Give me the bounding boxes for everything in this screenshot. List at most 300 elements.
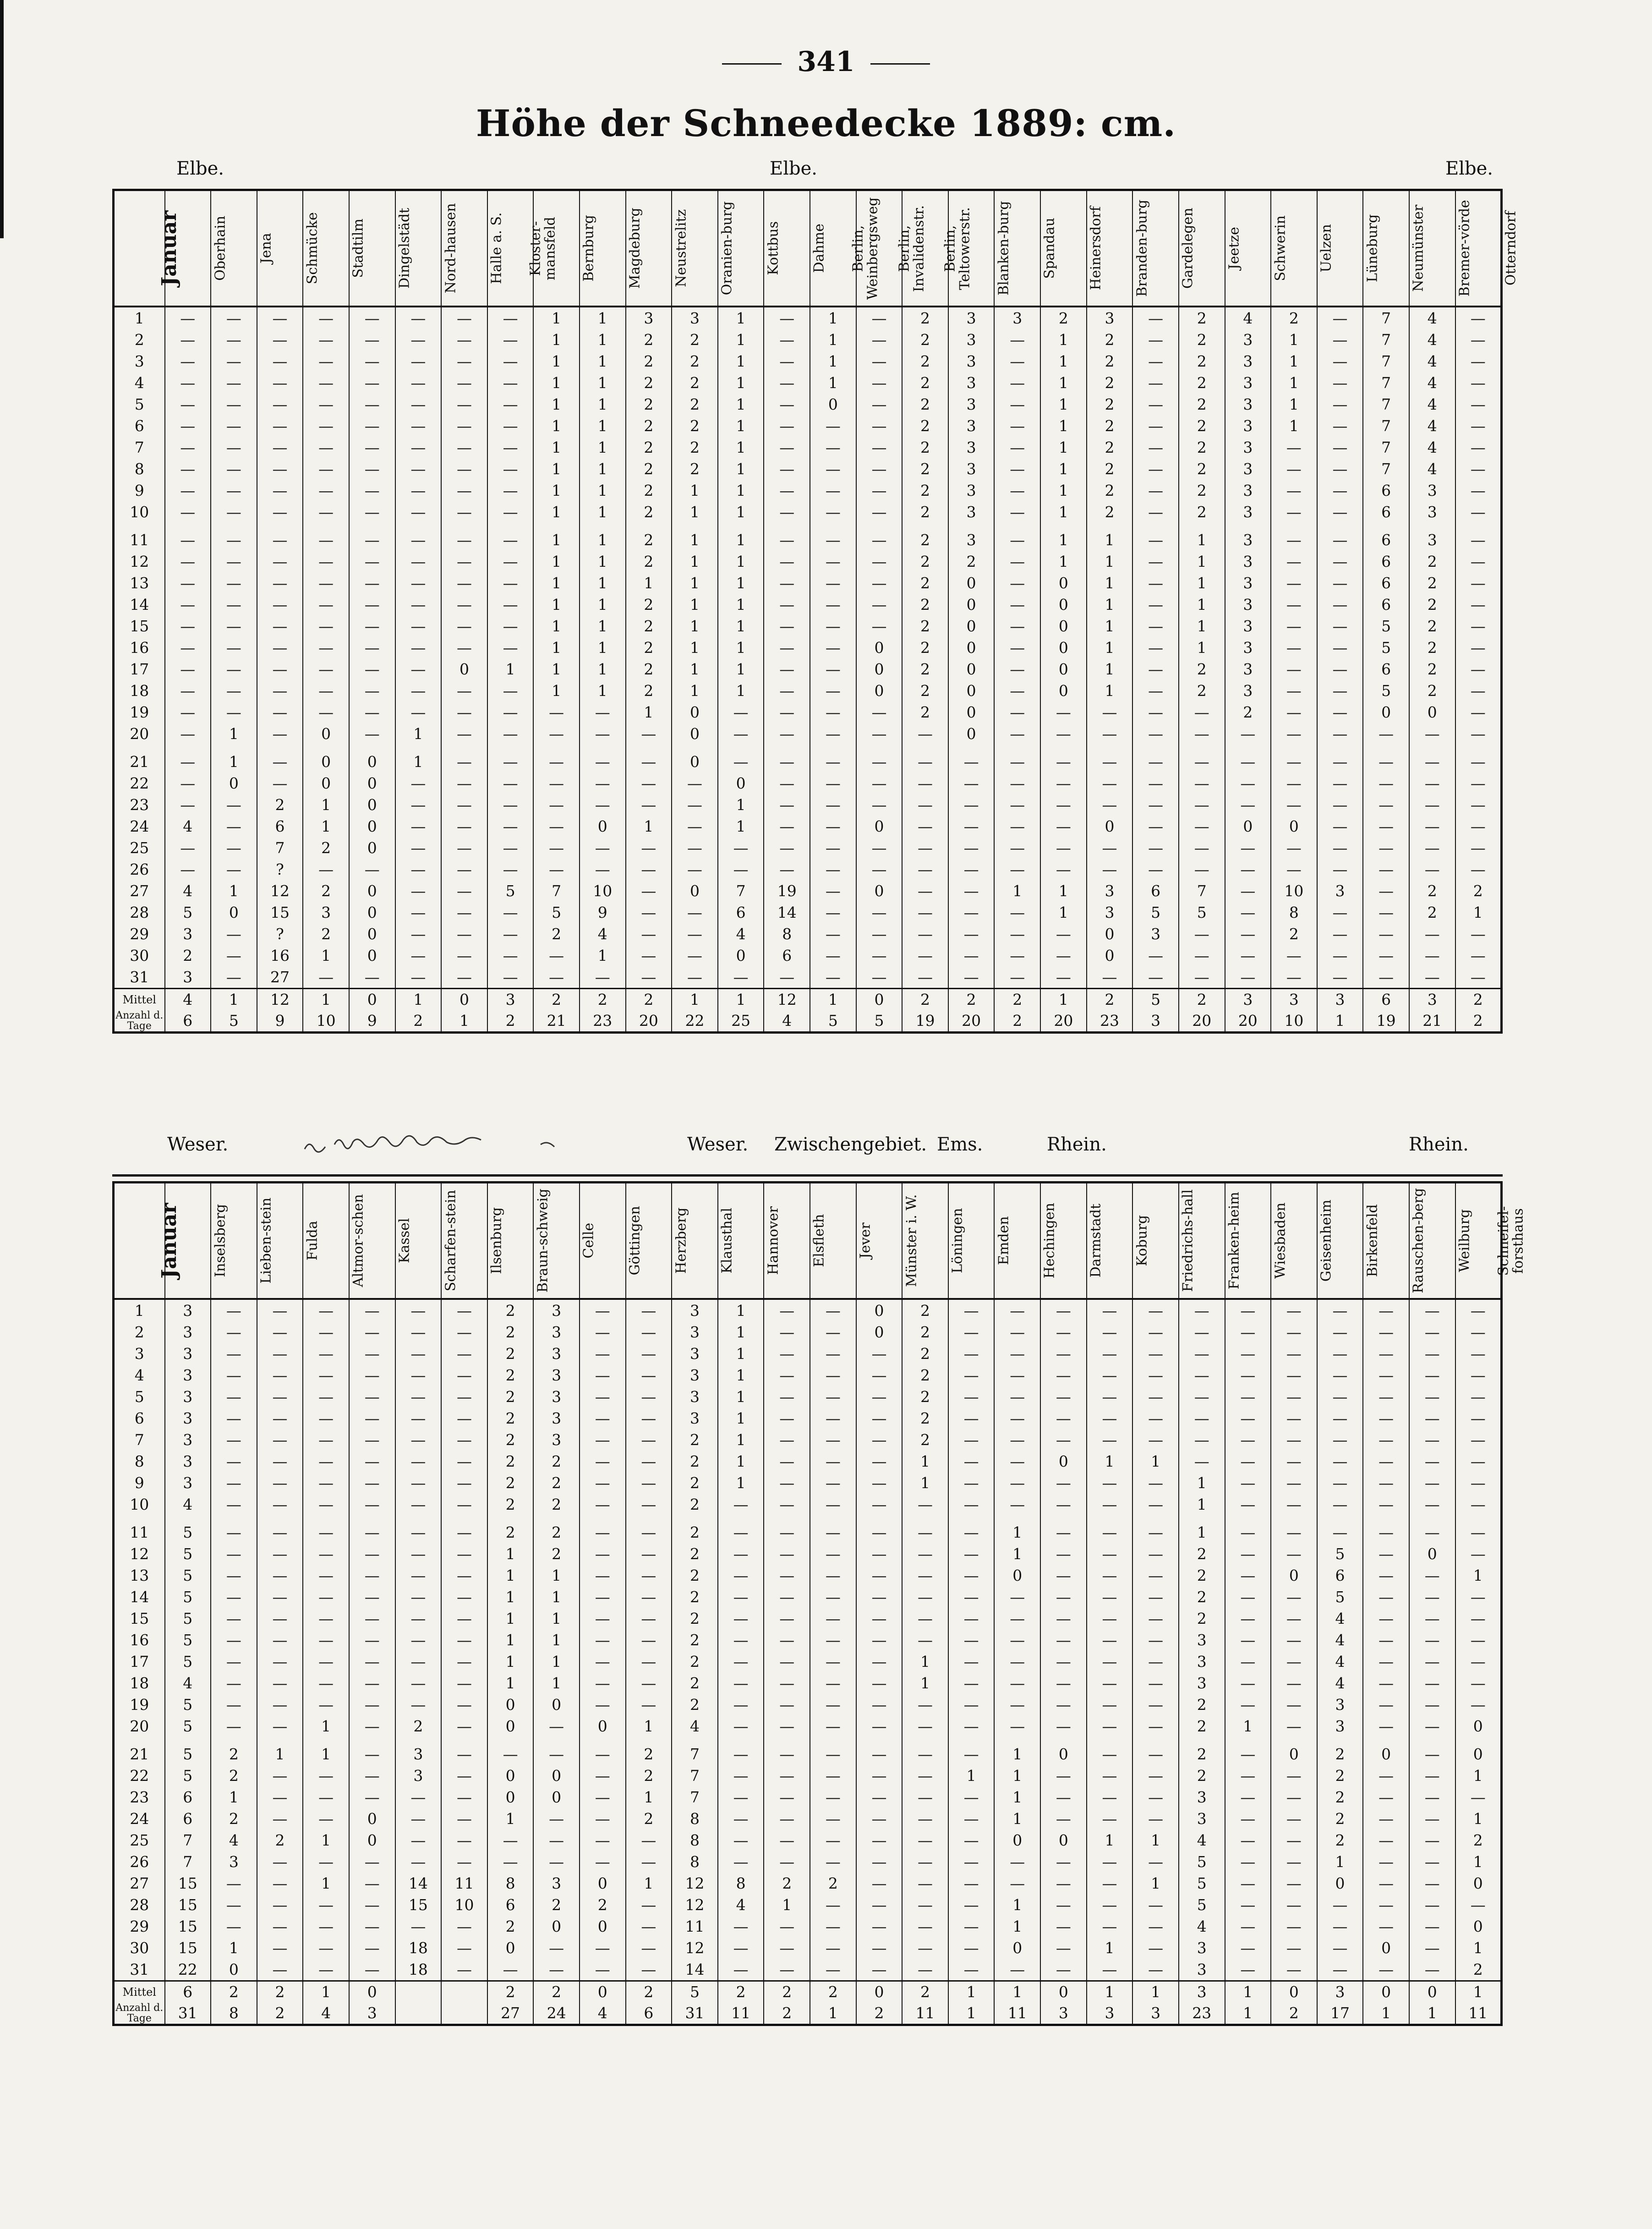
anzahl-cell: 5 (856, 1010, 903, 1033)
station-header: Oranien-burg (672, 190, 718, 307)
snow-depth-cell: 1 (1132, 1451, 1179, 1472)
snow-depth-cell: — (580, 1672, 626, 1694)
snow-depth-cell: — (810, 1608, 856, 1629)
snow-depth-cell: 2 (626, 480, 672, 501)
snow-depth-cell: 1 (672, 480, 718, 501)
snow-depth-cell: 8 (672, 1808, 718, 1829)
snow-depth-cell: — (1087, 1737, 1133, 1765)
day-row (114, 1608, 1502, 1629)
snow-depth-cell: 2 (626, 458, 672, 480)
mittel-cell: 0 (1271, 1981, 1317, 2003)
snow-depth-cell: 2 (303, 923, 349, 945)
snow-depth-cell: — (257, 523, 303, 551)
snow-depth-cell: — (1271, 794, 1317, 816)
snow-depth-cell: 2 (626, 501, 672, 523)
snow-depth-cell: — (856, 902, 903, 923)
snow-depth-cell: — (810, 680, 856, 701)
snow-depth-cell: 1 (948, 1765, 995, 1786)
snow-depth-cell: 8 (718, 1873, 764, 1894)
snow-depth-cell: 2 (1179, 1765, 1225, 1786)
day-row (114, 680, 1502, 701)
snow-depth-cell: — (303, 859, 349, 880)
snow-depth-cell: — (1132, 723, 1179, 745)
snow-depth-cell: — (1271, 1851, 1317, 1873)
anzahl-cell: 6 (165, 1010, 211, 1033)
snow-depth-cell: — (349, 1451, 395, 1472)
snow-depth-cell: — (810, 1321, 856, 1343)
snow-depth-cell: — (1363, 1765, 1409, 1786)
snow-depth-cell: 2 (1179, 658, 1225, 680)
anzahl-cell: 10 (1271, 1010, 1317, 1033)
snow-depth-cell: — (1271, 437, 1317, 458)
snow-depth-cell: — (626, 923, 672, 945)
snow-depth-cell: 1 (1179, 551, 1225, 572)
snow-depth-cell: 1 (1040, 437, 1087, 458)
snow-depth-cell: — (303, 372, 349, 394)
snow-depth-cell: 2 (1179, 1565, 1225, 1586)
snow-depth-cell: 7 (672, 1737, 718, 1765)
snow-depth-cell: — (1132, 966, 1179, 989)
snow-depth-cell: — (303, 1472, 349, 1494)
snow-depth-cell: — (1132, 859, 1179, 880)
snow-depth-cell: — (441, 1629, 487, 1651)
snow-depth-cell: 1 (1040, 372, 1087, 394)
snow-depth-cell: — (395, 1543, 442, 1565)
station-header: Löningen (902, 1183, 948, 1299)
snow-depth-cell: — (718, 1608, 764, 1629)
snow-depth-cell: — (626, 1672, 672, 1694)
snow-depth-cell: — (395, 701, 442, 723)
snow-depth-cell: — (856, 1715, 903, 1737)
snow-depth-cell: 1 (1271, 351, 1317, 372)
snow-depth-cell: — (626, 1408, 672, 1429)
snow-depth-cell: — (1132, 1299, 1179, 1321)
snow-depth-cell: 3 (672, 307, 718, 329)
anzahl-row (114, 1010, 1502, 1033)
snow-depth-cell: 2 (1455, 1959, 1502, 1981)
snow-depth-cell: — (1179, 701, 1225, 723)
snow-depth-cell: — (1225, 1808, 1271, 1829)
snow-depth-cell: — (948, 1737, 995, 1765)
day-number: 4 (114, 372, 165, 394)
snow-depth-cell: — (902, 837, 948, 859)
snow-depth-cell: 2 (902, 1429, 948, 1451)
snow-depth-cell: 1 (718, 680, 764, 701)
snow-depth-cell: — (395, 945, 442, 966)
snow-depth-cell: — (810, 902, 856, 923)
snow-depth-cell: 0 (856, 637, 903, 658)
snow-depth-cell: — (349, 1629, 395, 1651)
mittel-cell: 1 (395, 989, 442, 1011)
snow-depth-cell: 2 (902, 1321, 948, 1343)
page-number: 341 (0, 46, 1652, 78)
snow-depth-cell: — (395, 1299, 442, 1321)
snow-depth-cell: — (1179, 859, 1225, 880)
snow-depth-cell: — (165, 351, 211, 372)
snow-depth-cell: — (1271, 1451, 1317, 1472)
snow-depth-cell: 2 (902, 415, 948, 437)
snow-depth-cell: 14 (672, 1959, 718, 1981)
snow-depth-cell: — (1087, 1786, 1133, 1808)
snow-depth-cell: 2 (902, 551, 948, 572)
snow-depth-cell: — (1455, 480, 1502, 501)
day-row (114, 1629, 1502, 1651)
snow-depth-cell: — (303, 437, 349, 458)
snow-depth-cell: 0 (1455, 1715, 1502, 1737)
snow-depth-cell: — (1317, 551, 1363, 572)
snow-depth-cell: — (994, 902, 1040, 923)
snow-depth-cell: — (395, 1786, 442, 1808)
snow-depth-cell: — (948, 880, 995, 902)
snow-depth-cell: — (1132, 1765, 1179, 1786)
snow-depth-cell: 3 (533, 1429, 580, 1451)
snow-depth-cell: — (1179, 923, 1225, 945)
snow-depth-cell: 1 (580, 415, 626, 437)
snow-depth-cell: — (441, 1937, 487, 1959)
snow-depth-cell: — (533, 723, 580, 745)
snow-depth-cell: — (810, 594, 856, 615)
snow-depth-cell: 2 (1087, 501, 1133, 523)
day-number: 6 (114, 1408, 165, 1429)
anzahl-cell: 4 (580, 2003, 626, 2025)
snow-depth-cell: 2 (1179, 351, 1225, 372)
snow-depth-cell: 3 (1179, 1959, 1225, 1981)
snow-depth-cell: — (718, 1829, 764, 1851)
snow-depth-cell: 1 (1455, 902, 1502, 923)
snow-depth-cell: — (1225, 880, 1271, 902)
snow-depth-cell: 2 (672, 1543, 718, 1565)
snow-depth-cell: — (257, 723, 303, 745)
snow-depth-cell: 2 (257, 1829, 303, 1851)
snow-depth-cell: — (165, 458, 211, 480)
day-row (114, 1543, 1502, 1565)
snow-depth-cell: — (580, 1494, 626, 1515)
snow-depth-cell: — (764, 1343, 810, 1364)
day-number: 18 (114, 1672, 165, 1694)
snow-depth-cell: — (1040, 1937, 1087, 1959)
snow-depth-cell: — (1087, 794, 1133, 816)
snow-depth-cell: — (718, 1737, 764, 1765)
snow-depth-cell: 1 (580, 945, 626, 966)
snow-depth-cell: — (1363, 1808, 1409, 1829)
station-header: Spandau (994, 190, 1040, 307)
snow-depth-cell: — (441, 1829, 487, 1851)
river-label: Weser. (167, 1134, 229, 1155)
snow-depth-cell: — (994, 1494, 1040, 1515)
snow-depth-cell: — (764, 658, 810, 680)
snow-depth-cell: 3 (1225, 458, 1271, 480)
snow-depth-cell: 0 (1040, 594, 1087, 615)
snow-depth-cell: — (349, 1715, 395, 1737)
snow-depth-cell: — (165, 480, 211, 501)
day-row (114, 615, 1502, 637)
snow-depth-cell: — (1225, 1959, 1271, 1981)
snow-depth-cell: — (441, 1851, 487, 1873)
snow-depth-cell: — (764, 1565, 810, 1586)
snow-depth-cell: — (165, 501, 211, 523)
snow-depth-cell: — (764, 307, 810, 329)
snow-depth-cell: — (257, 1386, 303, 1408)
snow-depth-cell: — (580, 1937, 626, 1959)
day-row (114, 1808, 1502, 1829)
snow-depth-cell: 2 (902, 394, 948, 415)
snow-depth-cell: — (1363, 902, 1409, 923)
station-header: Jena (211, 190, 257, 307)
snow-depth-cell: — (303, 1299, 349, 1321)
snow-depth-cell: 3 (1179, 1808, 1225, 1829)
snow-depth-cell: — (533, 794, 580, 816)
snow-depth-cell: 15 (257, 902, 303, 923)
snow-depth-cell: — (349, 1959, 395, 1981)
snow-depth-cell: — (165, 307, 211, 329)
snow-depth-cell: — (764, 329, 810, 351)
anzahl-cell: 9 (349, 1010, 395, 1033)
snow-depth-cell: — (994, 723, 1040, 745)
station-header: Celle (533, 1183, 580, 1299)
day-number: 11 (114, 1515, 165, 1543)
snow-depth-cell: — (395, 859, 442, 880)
snow-depth-cell: — (948, 1894, 995, 1916)
snow-depth-cell: — (1040, 923, 1087, 945)
snow-depth-cell: — (303, 1386, 349, 1408)
snow-depth-cell: 2 (1179, 1586, 1225, 1608)
snow-depth-cell: — (1455, 637, 1502, 658)
snow-depth-cell: 2 (1317, 1808, 1363, 1829)
day-row (114, 966, 1502, 989)
snow-depth-cell: — (626, 1543, 672, 1565)
day-row (114, 307, 1502, 329)
snow-depth-cell: 0 (303, 745, 349, 772)
snow-depth-cell: 2 (672, 1494, 718, 1515)
snow-depth-cell: 1 (533, 572, 580, 594)
snow-depth-cell: 1 (533, 501, 580, 523)
snow-depth-cell: 8 (764, 923, 810, 945)
snow-depth-cell: — (395, 1565, 442, 1586)
snow-depth-cell: 1 (1455, 1851, 1502, 1873)
snow-depth-cell: 2 (1087, 394, 1133, 415)
snow-depth-cell: — (1271, 680, 1317, 701)
station-header: Branden-burg (1087, 190, 1133, 307)
snow-depth-cell: 2 (902, 501, 948, 523)
snow-depth-cell: — (257, 572, 303, 594)
day-number: 4 (114, 1364, 165, 1386)
anzahl-label: Anzahl d. Tage (114, 1010, 165, 1033)
snow-depth-cell: — (902, 794, 948, 816)
anzahl-cell: 23 (580, 1010, 626, 1033)
snow-depth-cell: 6 (1363, 551, 1409, 572)
snow-depth-cell: 1 (1087, 680, 1133, 701)
snow-depth-cell: 2 (1087, 415, 1133, 437)
station-header: Weilburg (1409, 1183, 1455, 1299)
snow-depth-cell: — (487, 594, 534, 615)
snow-depth-cell: — (764, 1586, 810, 1608)
snow-depth-cell: — (810, 501, 856, 523)
snow-depth-cell: 7 (1363, 394, 1409, 415)
snow-depth-cell: 2 (1409, 572, 1455, 594)
snow-depth-cell: 3 (165, 1451, 211, 1472)
snow-depth-cell: — (1271, 1873, 1317, 1894)
snow-depth-cell: — (994, 1672, 1040, 1694)
snow-depth-cell: — (487, 1829, 534, 1851)
snow-depth-cell: — (441, 880, 487, 902)
snow-depth-cell: — (1179, 945, 1225, 966)
snow-depth-cell: 1 (533, 680, 580, 701)
snow-depth-cell: 0 (349, 816, 395, 837)
snow-depth-cell: — (1455, 1543, 1502, 1565)
snow-depth-cell: 3 (165, 1386, 211, 1408)
snow-depth-cell: — (165, 523, 211, 551)
snow-depth-cell: 3 (211, 1851, 257, 1873)
snow-depth-cell: — (441, 1343, 487, 1364)
snow-depth-cell: 2 (1087, 329, 1133, 351)
snow-depth-cell: — (1040, 1494, 1087, 1515)
snow-depth-cell: — (395, 551, 442, 572)
snow-depth-cell: 1 (626, 572, 672, 594)
snow-depth-cell: — (165, 701, 211, 723)
snow-depth-cell: — (1455, 415, 1502, 437)
snow-depth-cell: — (948, 1429, 995, 1451)
day-number: 15 (114, 1608, 165, 1629)
snow-depth-cell: 1 (1040, 523, 1087, 551)
snow-depth-cell: 2 (487, 1321, 534, 1343)
snow-depth-cell: — (1087, 1321, 1133, 1343)
snow-depth-cell: 6 (1363, 523, 1409, 551)
snow-depth-cell: — (1225, 1364, 1271, 1386)
snow-depth-cell: — (1363, 859, 1409, 880)
station-header: Magdeburg (580, 190, 626, 307)
snow-depth-cell: 2 (1179, 1543, 1225, 1565)
snow-depth-cell: — (349, 1364, 395, 1386)
snow-depth-cell: — (211, 1672, 257, 1694)
snow-depth-cell: 0 (533, 1786, 580, 1808)
section-rule (112, 1174, 1503, 1177)
day-number: 27 (114, 1873, 165, 1894)
snow-depth-cell: 14 (395, 1873, 442, 1894)
day-row (114, 859, 1502, 880)
snow-depth-cell: 1 (1225, 1715, 1271, 1737)
snow-depth-cell: 2 (626, 551, 672, 572)
snow-depth-cell: 1 (1040, 902, 1087, 923)
snow-depth-cell: — (1225, 1543, 1271, 1565)
snow-depth-cell: 3 (672, 1408, 718, 1429)
station-header: Halle a. S. (441, 190, 487, 307)
snow-depth-cell: — (994, 1451, 1040, 1472)
snow-depth-cell: — (211, 794, 257, 816)
snow-depth-cell: 1 (902, 1472, 948, 1494)
snow-depth-cell: — (994, 658, 1040, 680)
snow-depth-cell: 5 (165, 1629, 211, 1651)
snow-depth-cell: — (1225, 1515, 1271, 1543)
snow-depth-cell: — (948, 1715, 995, 1737)
snow-depth-cell: — (1271, 1715, 1317, 1737)
snow-depth-cell: — (1271, 1321, 1317, 1343)
mittel-cell: 3 (1409, 989, 1455, 1011)
day-number: 8 (114, 1451, 165, 1472)
day-row (114, 594, 1502, 615)
snow-depth-cell: 2 (487, 1343, 534, 1364)
snow-depth-cell: — (395, 1629, 442, 1651)
snow-depth-cell: 1 (718, 415, 764, 437)
mittel-cell: 3 (487, 989, 534, 1011)
snow-depth-cell: 1 (902, 1672, 948, 1694)
snow-depth-cell: — (257, 1451, 303, 1472)
snow-depth-cell: — (948, 1543, 995, 1565)
snow-depth-cell: — (1179, 723, 1225, 745)
snow-depth-cell: — (487, 723, 534, 745)
snow-depth-cell: — (441, 551, 487, 572)
snow-depth-cell: 2 (948, 551, 995, 572)
snow-depth-cell: — (1132, 837, 1179, 859)
day-number: 10 (114, 501, 165, 523)
snow-depth-cell: — (948, 794, 995, 816)
snow-depth-cell: — (395, 923, 442, 945)
snow-depth-cell: 0 (1409, 1543, 1455, 1565)
snow-depth-cell: — (349, 1321, 395, 1343)
snow-depth-cell: — (165, 329, 211, 351)
snow-depth-cell: — (349, 1299, 395, 1321)
snow-depth-cell: — (994, 837, 1040, 859)
snow-depth-cell: — (1363, 837, 1409, 859)
snow-depth-cell: — (303, 1451, 349, 1472)
snow-depth-cell: 1 (1087, 637, 1133, 658)
snow-depth-cell: — (349, 1386, 395, 1408)
day-row (114, 458, 1502, 480)
snow-depth-cell: — (441, 572, 487, 594)
snow-depth-cell: — (1225, 1694, 1271, 1715)
snow-depth-cell: — (764, 615, 810, 637)
mittel-cell: 0 (1363, 1981, 1409, 2003)
snow-depth-cell: — (1363, 1786, 1409, 1808)
snow-depth-cell: — (395, 594, 442, 615)
snow-depth-cell: — (441, 701, 487, 723)
snow-depth-cell: 2 (902, 329, 948, 351)
snow-depth-cell: — (257, 458, 303, 480)
day-row (114, 1651, 1502, 1672)
snow-depth-cell: 1 (1179, 594, 1225, 615)
day-number: 22 (114, 1765, 165, 1786)
station-header: Blanken-burg (948, 190, 995, 307)
snow-depth-cell: — (856, 501, 903, 523)
snow-depth-cell: 1 (1040, 351, 1087, 372)
snow-depth-cell: — (948, 1608, 995, 1629)
station-header: Hannover (718, 1183, 764, 1299)
snow-depth-cell: 5 (165, 1694, 211, 1715)
station-header: Ilsenburg (441, 1183, 487, 1299)
snow-depth-cell: — (349, 351, 395, 372)
snow-depth-cell: — (1271, 966, 1317, 989)
snow-depth-cell: — (1040, 1672, 1087, 1694)
snow-depth-cell: — (349, 329, 395, 351)
snow-depth-cell: 1 (580, 372, 626, 394)
snow-depth-cell: — (1040, 1851, 1087, 1873)
snow-depth-cell: — (1087, 1386, 1133, 1408)
mittel-cell: 2 (211, 1981, 257, 2003)
anzahl-cell: 2 (1271, 2003, 1317, 2025)
snow-depth-cell: — (994, 1321, 1040, 1343)
snow-depth-cell: — (626, 794, 672, 816)
snow-depth-cell: — (948, 772, 995, 794)
snow-depth-cell: 2 (1040, 307, 1087, 329)
snow-depth-cell: — (1087, 723, 1133, 745)
snow-depth-cell: — (441, 1494, 487, 1515)
snow-depth-cell: 1 (718, 351, 764, 372)
snow-depth-cell: 1 (718, 594, 764, 615)
snow-depth-cell: 1 (533, 415, 580, 437)
snow-depth-cell: 4 (165, 880, 211, 902)
snow-depth-cell: — (395, 1651, 442, 1672)
snow-depth-cell: — (626, 1451, 672, 1472)
anzahl-cell: 2 (487, 1010, 534, 1033)
